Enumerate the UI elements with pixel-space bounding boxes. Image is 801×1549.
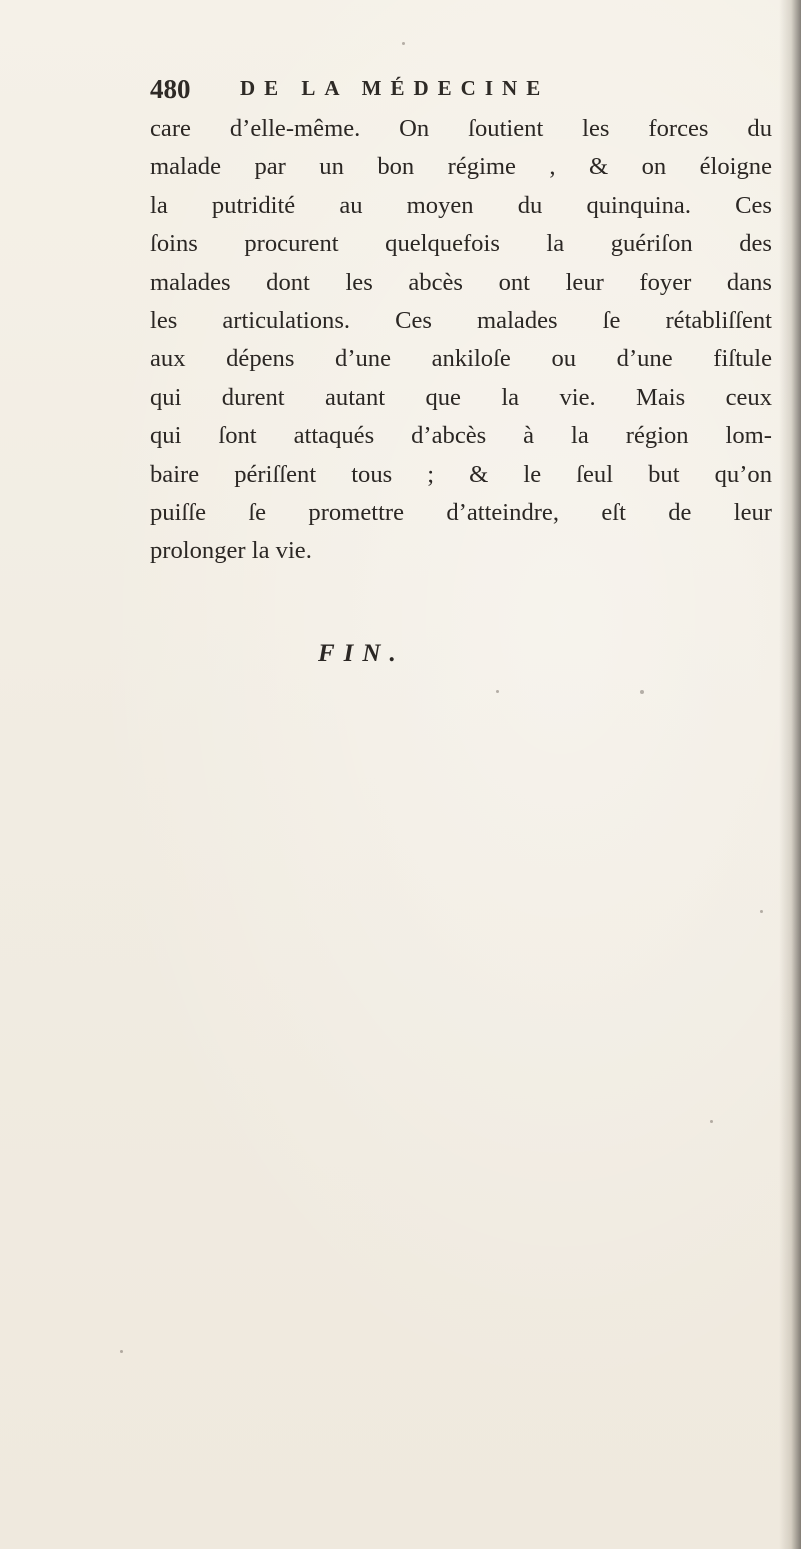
page-edge-shadow [779, 0, 801, 1549]
text-line: qui ſont attaqués d’abcès à la région lom- [150, 422, 772, 450]
text-line: care d’elle-même. On ſoutient les forces du [150, 115, 772, 142]
text-line: malade par un bon régime , & on éloigne [150, 153, 772, 181]
fin-marker: FIN. [318, 640, 405, 667]
body-paragraph [150, 110, 772, 571]
text-line: ſoins procurent quelquefois la guériſon des [150, 230, 772, 258]
paper-speck [640, 690, 644, 694]
text-line: les articulations. Ces malades ſe rétabliſſent [150, 307, 772, 335]
running-head-title: DE LA MÉDECINE [240, 76, 550, 100]
paper-speck [402, 42, 405, 45]
text-line: baire périſſent tous ; & le ſeul but qu’on [150, 460, 772, 488]
paper-speck [496, 690, 499, 693]
running-head [150, 74, 670, 110]
text-line: malades dont les abcès ont leur foyer dans [150, 268, 772, 296]
paper-speck [120, 1350, 123, 1353]
text-line: puiſſe ſe promettre d’atteindre, eſt de leur [150, 499, 772, 527]
paper-speck [710, 1120, 713, 1123]
text-line: prolonger la vie. [150, 537, 312, 565]
page-number: 480 [150, 74, 191, 104]
paper-speck [760, 910, 763, 913]
text-line: qui durent autant que la vie. Mais ceux [150, 383, 772, 411]
text-line: aux dépens d’une ankiloſe ou d’une fiſtule [150, 345, 772, 373]
text-line: la putridité au moyen du quinquina. Ces [150, 191, 772, 219]
